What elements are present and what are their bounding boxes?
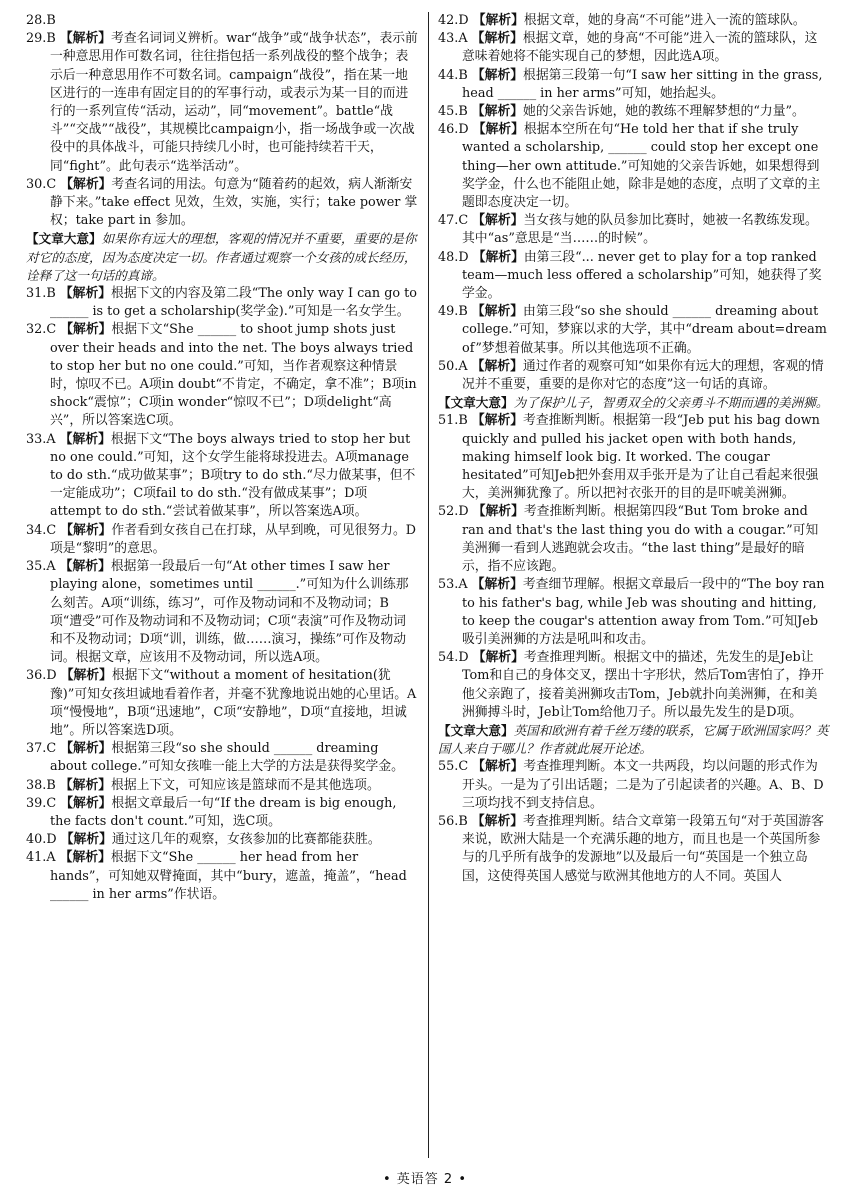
question-number: 52. (438, 504, 459, 520)
question-number: 38. (26, 777, 47, 793)
answer-letter: B (458, 813, 472, 829)
analysis-tag: 【解析】 (471, 358, 523, 374)
analysis-text: 根据本空所在句“He told her that if she truly wanted a scholarship, ______ could stop her except one thing—her own attitude.”可知她的父亲告诉她，如果想得到奖学金，什么也不能阻止她，除非是她的态度，点明了文章的主题即态度决定一切。 (462, 122, 821, 211)
question-number: 42. (438, 13, 459, 28)
analysis-tag: 【解析】 (472, 650, 524, 666)
analysis-text: 考查推理判断。根据文中的描述，先发生的是Jeb让Tom和自己的身体交叉，摆出十字形状，然后Tom害怕了，挣开他父亲跑了，接着美洲狮攻击Tom，Jeb就扑向美洲狮，在和美洲狮搏斗时，Jeb让Tom给他刀子。所以最先发生的是D项。 (462, 650, 824, 720)
analysis-text: 她的父亲告诉她，她的教练不理解梦想的“力量”。 (523, 104, 805, 120)
analysis-text: 由第三段“... never get to play for a top ranked team—much less offered a scholarship”可知，她获得了奖学金。 (462, 249, 822, 302)
answer-letter: D (458, 504, 473, 520)
answer-entry (438, 358, 830, 394)
answer-entry (26, 176, 418, 231)
answer-entry (26, 831, 418, 849)
analysis-tag: 【解析】 (471, 104, 524, 120)
analysis-tag: 【解析】 (59, 850, 111, 866)
answer-entry (26, 558, 418, 667)
question-number: 40. (26, 832, 47, 848)
summary-tag: 【文章大意】 (438, 722, 514, 738)
analysis-tag: 【解析】 (59, 431, 111, 447)
question-number: 37. (26, 741, 47, 757)
analysis-tag: 【解析】 (471, 31, 523, 47)
answer-entry (438, 758, 830, 813)
answer-letter: C (46, 795, 61, 811)
analysis-text: 考查推理判断。结合文章第一段第五句“对于英国游客来说，欧洲大陆是一个充满乐趣的地方，而且也是一个英国所参与的几乎所有战争的发源地”以及最后一句“英国是一个独立岛国，这使得英国人感觉与欧洲其他地方的人不同。英国人 (462, 813, 824, 884)
analysis-tag: 【解析】 (471, 67, 524, 83)
answer-entry (26, 522, 418, 558)
answer-letter: C (46, 322, 61, 338)
answer-letter: D (46, 668, 61, 684)
analysis-text: 当女孩与她的队员参加比赛时，她被一名教练发现。其中“as”意思是“当……的时候”。 (462, 213, 818, 247)
answer-entry (438, 67, 830, 103)
answer-letter: C (46, 176, 61, 192)
answer-entry (438, 649, 830, 722)
article-summary (438, 394, 830, 412)
analysis-tag: 【解析】 (60, 176, 112, 192)
analysis-tag: 【解析】 (471, 304, 524, 320)
answer-entry (438, 121, 830, 212)
answer-letter: D (458, 13, 473, 28)
analysis-text: 根据上下文，可知应该是篮球而不是其他选项。 (111, 777, 380, 793)
answer-letter: C (458, 759, 473, 775)
question-number: 28. (26, 13, 47, 28)
analysis-text: 根据下文“The boys always tried to stop her but no one could.”可知，这个女学生能将球投进去。A项manage to do sth.“成功做某事”；B项try to do sth.“尽力做某事，但不一定能成功”；C项fail to do sth.“没有做成某事”；D项attempt to do sth.“尝试着做某事”，所以答案选A项。 (50, 431, 416, 520)
answer-letter: A (46, 850, 60, 866)
analysis-tag: 【解析】 (59, 777, 112, 793)
analysis-text: 考查名词词义辨析。war“战争”或“战争状态”，表示前一种意思用作可数名词，往往指包括一系列战役的整个战争；表示后一种意思用作不可数名词。campaign“战役”，指在某一地区进行的一连串有固定目的的军事行动，或表示为某一目的而进行的一系列宣传“活动，运动”，同“movement”。battle“战斗”“交战”“战役”，其规模比campaign小，指一场战争或一次战役中的具体战斗，可能只持续几小时，也可能持续若干天，同“fight”。此句表示“选举活动”。 (50, 31, 418, 174)
answer-entry (26, 777, 418, 795)
answer-entry (26, 795, 418, 831)
answer-letter: B (458, 304, 472, 320)
answer-entry (438, 12, 830, 30)
question-number: 47. (438, 213, 459, 229)
analysis-tag: 【解析】 (471, 813, 524, 829)
analysis-text: 由第三段“so she should ______ dreaming about college.”可知，梦寐以求的大学，其中“dream about=dream of”梦想着做某事。所以其他选项不正确。 (462, 304, 827, 356)
question-number: 30. (26, 176, 47, 192)
analysis-text: 根据下文的内容及第二段“The only way I can go to ______ is to get a scholarship(奖学金).”可知是一名女学生。 (50, 286, 418, 320)
page-footer: • 英语答 2 • (382, 1172, 467, 1187)
analysis-tag: 【解析】 (472, 122, 524, 138)
article-summary (438, 722, 830, 758)
answer-letter: B (458, 67, 472, 83)
answer-entry (438, 503, 830, 576)
answer-letter: A (458, 577, 472, 593)
article-summary (26, 230, 418, 285)
answer-entry (438, 249, 830, 304)
answer-letter: D (46, 832, 61, 848)
answer-entry (26, 30, 418, 176)
question-number: 44. (438, 67, 459, 83)
question-number: 50. (438, 358, 459, 374)
analysis-text: 考查推断判断。根据第四段“But Tom broke and ran and that's the last thing you do with a cougar.”可知美洲狮一看到人逃跑就会攻击。“the last thing”是最好的暗示，指不应该跑。 (462, 504, 819, 575)
analysis-text: 考查推理判断。本文一共两段，均以问题的形式作为开头。一是为了引出话题；二是为了引起读者的兴趣。A、B、D三项均找不到支持信息。 (462, 759, 824, 811)
answer-entry (438, 576, 830, 649)
question-number: 35. (26, 559, 47, 575)
answer-letter: C (458, 213, 473, 229)
analysis-text: 通过这几年的观察，女孩参加的比赛都能获胜。 (111, 832, 381, 848)
analysis-text: 根据第一段最后一句“At other times I saw her playing alone，sometimes until ______.”可知为什么训练那么刻苦。A项“训练，练习”，可作及物动词和不及物动词；B项“遭受”可作及物动词和不及物动词；C项“表演”可作及物动词和不及物动词；D项“训，训练，做……演习，操练”可作及物动词。根据文章，应该用不及物动词，所以选A项。 (50, 559, 409, 666)
analysis-tag: 【解析】 (59, 286, 112, 302)
analysis-tag: 【解析】 (471, 577, 523, 593)
analysis-tag: 【解析】 (472, 249, 524, 265)
summary-tag: 【文章大意】 (438, 395, 514, 411)
answer-letter: B (458, 104, 472, 120)
answer-letter: B (46, 777, 60, 793)
answer-letter: B (458, 413, 472, 429)
answer-letter: A (46, 559, 60, 575)
answer-entry (26, 667, 418, 740)
question-number: 32. (26, 322, 47, 338)
analysis-tag: 【解析】 (59, 559, 111, 575)
summary-text: 如果你有远大的理想，客观的情况并不重要，重要的是你对它的态度，因为态度决定一切。作者通过观察一个女孩的成长经历，诠释了这一句话的真谛。 (26, 231, 417, 283)
answer-letter: D (458, 122, 473, 138)
analysis-text: 作者看到女孩自己在打球，从早到晚，可见很努力。D项是“黎明”的意思。 (50, 522, 416, 556)
answer-letter: A (458, 31, 472, 47)
analysis-text: 根据文章，她的身高“不可能”进入一流的篮球队，这意味着她将不能实现自己的梦想，因此选A项。 (462, 31, 818, 65)
answer-letter: B (46, 286, 60, 302)
question-number: 31. (26, 286, 47, 302)
question-number: 51. (438, 413, 459, 429)
question-number: 36. (26, 668, 47, 684)
question-number: 33. (26, 431, 47, 447)
answer-letter: B (46, 13, 56, 28)
answer-letter: D (458, 249, 473, 265)
answer-letter: A (46, 431, 60, 447)
analysis-tag: 【解析】 (472, 504, 524, 520)
question-number: 53. (438, 577, 459, 593)
analysis-tag: 【解析】 (60, 522, 112, 538)
analysis-tag: 【解析】 (60, 795, 112, 811)
answer-letter: B (46, 31, 60, 47)
answer-entry (26, 431, 418, 522)
question-number: 48. (438, 249, 459, 265)
question-number: 54. (438, 650, 459, 666)
question-number: 55. (438, 759, 459, 775)
summary-text: 为了保护儿子，智勇双全的父亲勇斗不期而遇的美洲狮。 (513, 395, 829, 411)
analysis-tag: 【解析】 (472, 759, 524, 775)
summary-tag: 【文章大意】 (26, 231, 102, 247)
analysis-text: 根据第三段“so she should ______ dreaming about college.”可知女孩唯一能上大学的方法是获得奖学金。 (50, 741, 404, 775)
left-column (26, 12, 418, 1162)
analysis-tag: 【解析】 (60, 322, 112, 338)
answer-entry (26, 849, 418, 904)
question-number: 29. (26, 31, 47, 47)
question-number: 34. (26, 522, 47, 538)
analysis-tag: 【解析】 (59, 31, 112, 47)
answer-entry (438, 103, 830, 121)
analysis-text: 根据文章最后一句“If the dream is big enough, the facts don't count.”可知，选C项。 (50, 795, 397, 829)
answer-entry (438, 212, 830, 248)
analysis-text: 考查名词的用法。句意为“随着药的起效，病人渐渐安静下来。”take effect 见效，生效，实施，实行；take power 掌权；take part in 参加。 (50, 176, 418, 229)
right-column (438, 12, 830, 1162)
analysis-tag: 【解析】 (60, 832, 112, 848)
answer-entry (438, 303, 830, 358)
answer-entry (438, 813, 830, 886)
analysis-tag: 【解析】 (472, 13, 524, 28)
analysis-tag: 【解析】 (60, 741, 112, 757)
answer-entry (438, 30, 830, 66)
analysis-tag: 【解析】 (472, 213, 524, 229)
summary-text: 英国和欧洲有着千丝万缕的联系，它属于欧洲国家吗？英国人来自于哪儿？作者就此展开论述。 (438, 722, 829, 757)
analysis-tag: 【解析】 (471, 413, 524, 429)
question-number: 45. (438, 104, 459, 120)
answer-letter: C (46, 522, 61, 538)
analysis-tag: 【解析】 (60, 668, 112, 684)
question-number: 43. (438, 31, 459, 47)
analysis-text: 通过作者的观察可知“如果你有远大的理想，客观的情况并不重要，重要的是你对它的态度”这一句话的真谛。 (462, 358, 824, 393)
column-divider (428, 12, 429, 1158)
analysis-text: 根据下文“She ______ her head from her hands”，可知她双臂掩面，其中“bury，遮盖，掩盖”，“head ______ in her arms”作状语。 (50, 850, 407, 902)
analysis-text: 根据文章，她的身高“不可能”进入一流的篮球队。 (523, 13, 806, 28)
answer-entry (26, 285, 418, 321)
question-number: 46. (438, 122, 459, 138)
answer-letter: D (458, 650, 473, 666)
analysis-text: 根据下文“She ______ to shoot jump shots just over their heads and into the net. The boys always tried to stop her but no one could.”可知，当作者观察这种情景时，惊叹不已。A项in doubt“不肯定，不确定，拿不准”；B项in shock“震惊”；C项in wonder“惊叹不已”；D项delight“高兴”，所以答案选C项。 (50, 322, 417, 429)
answer-entry (438, 412, 830, 503)
analysis-text: 根据第三段第一句“I saw her sitting in the grass, head ______ in her arms”可知，她抬起头。 (462, 67, 823, 101)
question-number: 56. (438, 813, 459, 829)
question-number: 41. (26, 850, 47, 866)
analysis-text: 考查推断判断。根据第一段“Jeb put his bag down quickly and pulled his jacket open with both hands, making himself look big. It worked. The cougar hesitated”可知Jeb把外套用双手张开是为了让自己看起来很强大，美洲狮犹豫了。所以把衬衣张开的目的是吓唬美洲狮。 (462, 413, 820, 502)
analysis-text: 考查细节理解。根据文章最后一段中的“The boy ran to his father's bag, while Jeb was shouting and hitting, to keep the cougar's attention away from Tom.”可知Jeb吸引美洲狮的方法是吼叫和攻击。 (462, 577, 825, 647)
answer-entry (26, 12, 418, 30)
answer-letter: A (458, 358, 472, 374)
answer-entry (26, 740, 418, 776)
question-number: 39. (26, 795, 47, 811)
question-number: 49. (438, 304, 459, 320)
analysis-text: 根据下文“without a moment of hesitation(犹豫)”可知女孩坦诚地看着作者，并毫不犹豫地说出她的心里话。A项“慢慢地”，B项“迅速地”，C项“安静地”，D项“直接地，坦诚地”。所以答案选D项。 (50, 668, 417, 738)
answer-letter: C (46, 741, 61, 757)
answer-entry (26, 321, 418, 430)
